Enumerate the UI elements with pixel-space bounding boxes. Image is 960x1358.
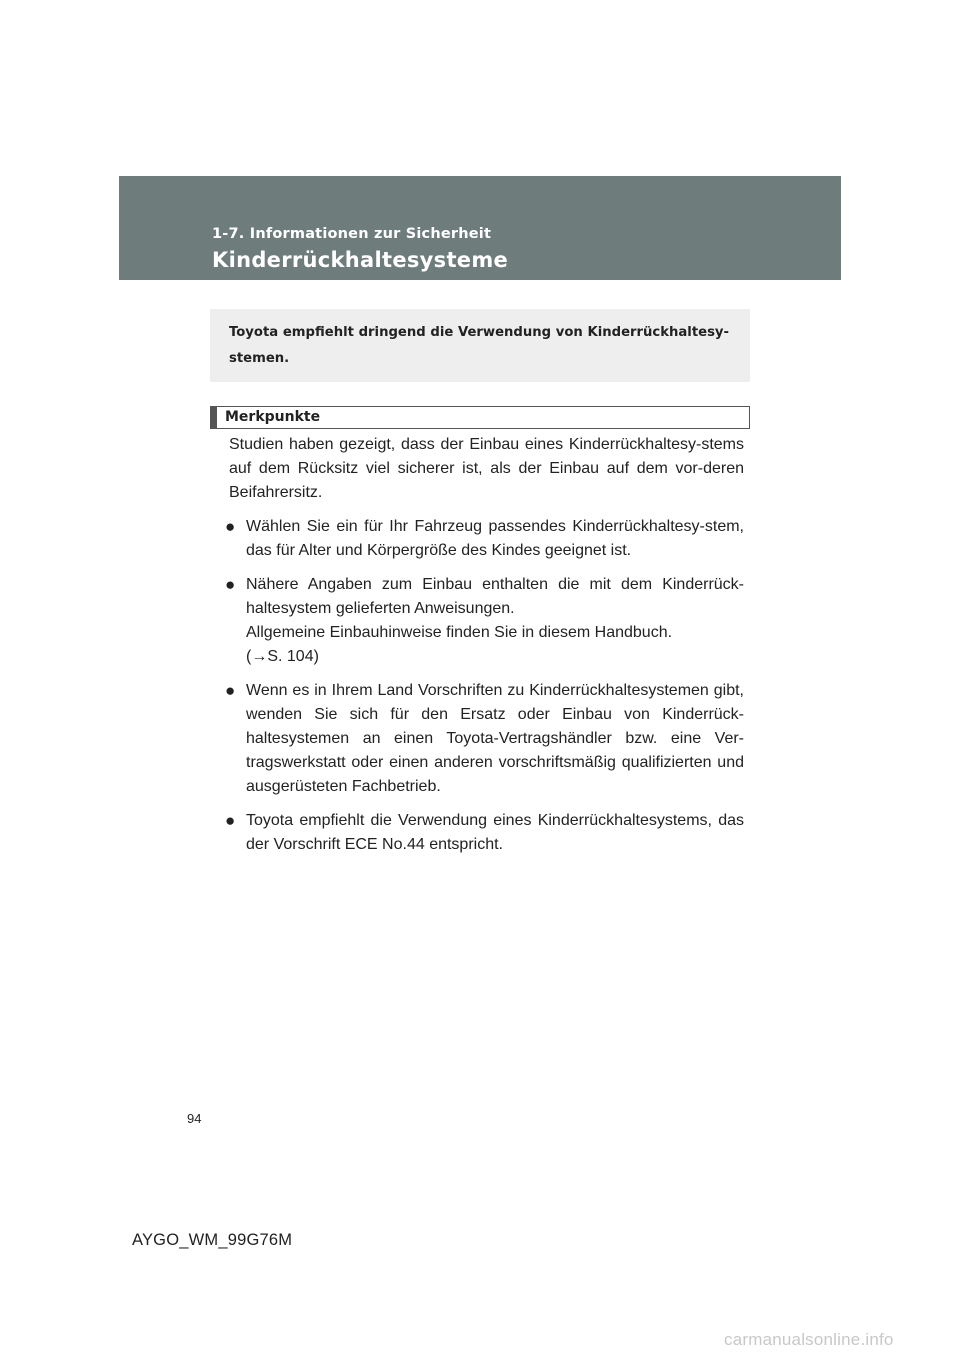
- watermark: carmanualsonline.info: [724, 1330, 894, 1349]
- bullet-icon: ●: [225, 681, 236, 700]
- bullet-text-extra: Allgemeine Einbauhinweise finden Sie in diesem Handbuch.: [246, 624, 673, 641]
- bullet-text: Wählen Sie ein für Ihr Fahrzeug passendes Kinderrückhaltesy-stem, das für Alter und Körpergröße des Kindes geeignet ist.: [246, 518, 744, 559]
- intro-box: [210, 309, 750, 382]
- header-band: [119, 176, 841, 280]
- bullet-icon: ●: [225, 811, 236, 830]
- merkpunkte-intro: Studien haben gezeigt, dass der Einbau eines Kinderrückhaltesy-stems auf dem Rücksitz viel sicherer ist, als der Einbau auf dem vor-deren Beifahrersitz.: [229, 436, 744, 501]
- page-number: 94: [187, 1111, 202, 1126]
- bullet-icon: ●: [225, 575, 236, 594]
- merkpunkte-content: [225, 433, 744, 867]
- intro-text: Toyota empfiehlt dringend die Verwendung von Kinderrückhaltesy-stemen.: [229, 325, 729, 366]
- page-reference-link[interactable]: (→S. 104): [246, 648, 319, 665]
- section-label: 1-7. Informationen zur Sicherheit: [212, 226, 492, 242]
- list-item: [225, 679, 744, 799]
- bullet-icon: ●: [225, 517, 236, 536]
- bullet-text: Toyota empfiehlt die Verwendung eines Kinderrückhaltesystems, das der Vorschrift ECE No.44 entspricht.: [246, 812, 744, 853]
- merkpunkte-heading: Merkpunkte: [225, 409, 321, 425]
- list-item: [225, 573, 744, 669]
- list-item: [225, 809, 744, 857]
- list-item: [225, 515, 744, 563]
- bullet-text: Wenn es in Ihrem Land Vorschriften zu Kinderrückhaltesystemen gibt, wenden Sie sich für den Ersatz oder Einbau von Kinderrück-haltesystemen an einen Toyota-Vertragshändler bzw. eine Ver-tragswerkstatt oder einen anderen vorschriftsmäßig qualifizierten und ausgerüsteten Fachbetrieb.: [246, 682, 744, 795]
- bullet-text: Nähere Angaben zum Einbau enthalten die mit dem Kinderrück-haltesystem gelieferten Anweisungen.: [246, 576, 744, 617]
- document-code: AYGO_WM_99G76M: [132, 1231, 293, 1249]
- page-title: Kinderrückhaltesysteme: [212, 248, 509, 272]
- merkpunkte-heading-box: [210, 406, 750, 429]
